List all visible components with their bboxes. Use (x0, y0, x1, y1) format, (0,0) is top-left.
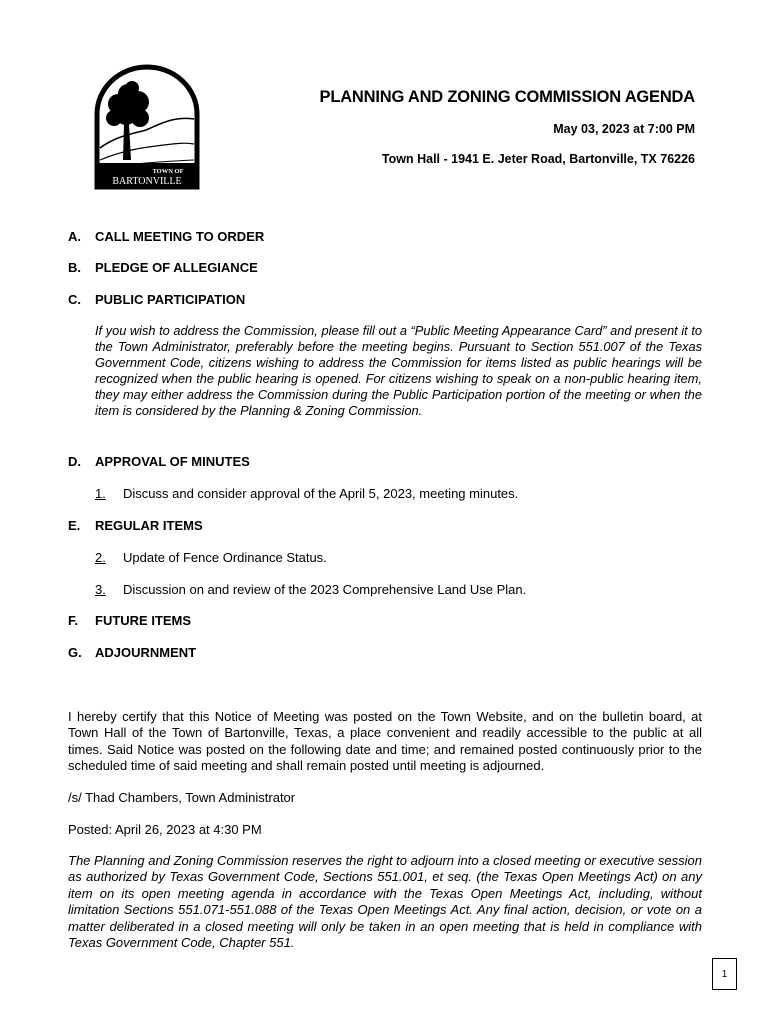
item-number-link[interactable]: 2. (95, 550, 106, 565)
meeting-date: May 03, 2023 at 7:00 PM (553, 122, 695, 136)
section-c (68, 292, 245, 307)
page-number: 1 (712, 958, 737, 990)
item-number-link[interactable]: 1. (95, 486, 106, 501)
section-title: PLEDGE OF ALLEGIANCE (95, 260, 258, 275)
svg-text:BARTONVILLE: BARTONVILLE (112, 176, 182, 187)
item-text: Discussion on and review of the 2023 Comprehensive Land Use Plan. (123, 582, 527, 597)
agenda-item-2 (95, 550, 327, 565)
section-title: REGULAR ITEMS (95, 518, 203, 533)
item-text: Discuss and consider approval of the April 5, 2023, meeting minutes. (123, 486, 519, 501)
section-letter: D. (68, 454, 81, 469)
section-f (68, 613, 191, 628)
section-g (68, 645, 196, 660)
section-letter: C. (68, 292, 81, 307)
meeting-location: Town Hall - 1941 E. Jeter Road, Bartonville, TX 76226 (381, 152, 695, 166)
item-text: Update of Fence Ordinance Status. (123, 550, 327, 565)
public-participation-text: If you wish to address the Commission, please fill out a “Public Meeting Appearance Card” and present it to the Town Administrator, preferably before the meeting begins. Pursuant to Section 551.007 of the Texas Government Code, citizens wishing to address the Commission for items listed as public hearings will be recognized when the public hearing is opened. For citizens wishing to speak on a non-public hearing item, they may either address the Commission during the Public Participation portion of the meeting or when the item is considered by the Planning & Zoning Commission. (95, 323, 702, 418)
item-number-link[interactable]: 3. (95, 582, 106, 597)
certification-paragraph: I hereby certify that this Notice of Meeting was posted on the Town Website, and on the bulletin board, at Town Hall of the Town of Bartonville, Texas, a place convenient and readily accessible to the public at all times. Said Notice was posted on the following date and time; and remained posted continuously prior to the scheduled time of said meeting and shall remain posted until meeting is adjourned. (68, 709, 702, 774)
section-b (68, 260, 258, 275)
section-title: CALL MEETING TO ORDER (95, 229, 265, 244)
section-letter: F. (68, 613, 79, 628)
svg-text:TOWN OF: TOWN OF (152, 168, 184, 175)
section-letter: G. (68, 645, 82, 660)
agenda-title: PLANNING AND ZONING COMMISSION AGENDA (319, 88, 695, 106)
section-title: APPROVAL OF MINUTES (95, 454, 250, 469)
section-e (68, 518, 203, 533)
signature-line: /s/ Thad Chambers, Town Administrator (68, 790, 296, 805)
posted-line: Posted: April 26, 2023 at 4:30 PM (68, 822, 262, 837)
section-letter: E. (68, 518, 81, 533)
section-a (68, 229, 264, 244)
agenda-item-3 (95, 582, 526, 597)
section-letter: B. (68, 260, 81, 275)
section-d (68, 454, 250, 469)
section-title: PUBLIC PARTICIPATION (95, 292, 246, 307)
agenda-item-1 (95, 486, 518, 501)
section-letter: A. (68, 229, 81, 244)
section-title: FUTURE ITEMS (95, 613, 192, 628)
section-title: ADJOURNMENT (95, 645, 197, 660)
town-logo (94, 64, 200, 190)
town-seal-icon (94, 64, 200, 190)
closed-meeting-notice: The Planning and Zoning Commission reserves the right to adjourn into a closed meeting or executive session as authorized by Texas Government Code, Sections 551.001, et seq. (the Texas Open Meetings Act) on any item on its open meeting agenda in accordance with the Texas Open Meetings Act, including, without limitation Sections 551.071-551.088 of the Texas Open Meetings Act. Any final action, decision, or vote on a matter deliberated in a closed meeting will only be taken in an open meeting that is held in compliance with Texas Government Code, Chapter 551. (68, 853, 702, 951)
